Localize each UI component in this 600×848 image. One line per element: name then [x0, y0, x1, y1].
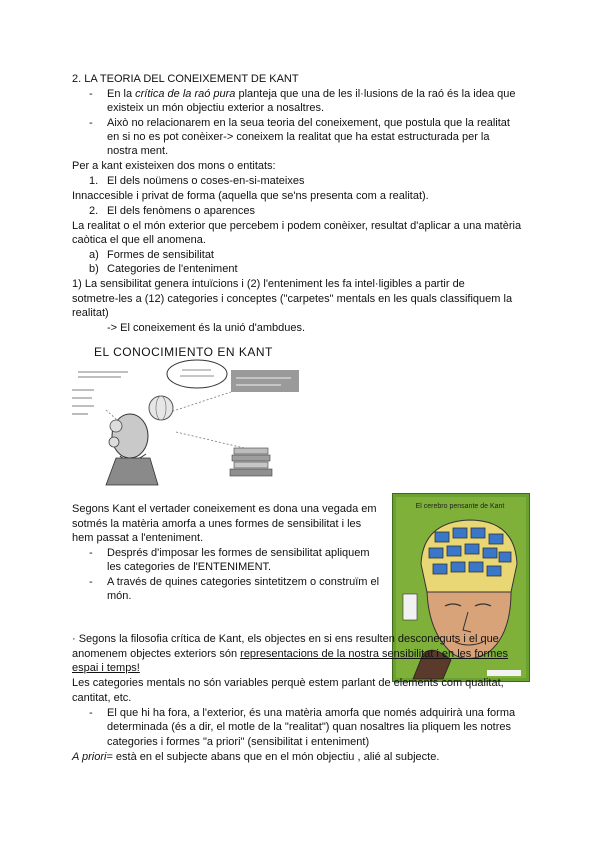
- bullet-amorphous-line2: determinada (és a dir, el motle de la "realitat") quan nosaltres lia pliquem les notres: [107, 721, 512, 733]
- a-priori-definition: A priori= està en el subjecte abans que en el món objectiu , alié al subjecte.: [72, 751, 440, 763]
- world2-description-line2: caòtica el que ell anomena.: [72, 234, 206, 246]
- paragraph-categories-line2: cantitat, etc.: [72, 692, 132, 704]
- kant-caricature-illustration: [66, 340, 311, 498]
- world1-label: El dels noümens o coses-en-si-mateixes: [107, 175, 305, 187]
- bullet-amorphous-line3: categories i formes "a priori" (sensibilitat i enteniment): [107, 736, 370, 748]
- paragraph-true-knowledge-line3: hem passat a l'enteniment.: [72, 532, 204, 544]
- diagram-title: EL CONOCIMIENTO EN KANT: [94, 345, 273, 359]
- world1-description: Innaccesible i privat de forma (aquella que se'ns presenta com a realitat).: [72, 190, 429, 202]
- world2-number: 2.: [89, 205, 99, 217]
- paragraph-categories-line1: Les categories mentals no són variables perquè estem parlant de elements com qualitat,: [72, 677, 504, 689]
- paragraph-sensibility-line3: realitat): [72, 307, 109, 319]
- sub-a-letter: a): [89, 249, 99, 261]
- paragraph-objects-line3: espai i temps!: [72, 662, 140, 674]
- bullet-synthesis-line2: món.: [107, 590, 132, 602]
- paragraph-objects-line2: anomenem objectes exteriors són representacions de la nostra sensibilitat i en les formes: [72, 648, 508, 660]
- bullet-theory-line1: Això no relacionarem en la seua teoria del coneixement, que postula que la realitat: [107, 117, 510, 129]
- sub-b-letter: b): [89, 263, 99, 275]
- world2-description-line1: La realitat o el món exterior que percebem i podem conèixer, resultat d'aplicar a una matèria: [72, 220, 522, 232]
- bullet-amorphous-line1: El que hi ha fora, a l'exterior, és una matèria amorfa que només adquirirà una forma: [107, 707, 516, 719]
- bullet-critique-line1: En la crítica de la raó pura planteja que una de les il·lusions de la raó és la idea que: [107, 88, 516, 100]
- paragraph-sensibility-line2: sotmetre-les a (12) categories i conceptes ("carpetes" mentals en les quals classifiquem la: [72, 293, 513, 305]
- bullet-categories-line2: les categories de l'ENTENIMENT.: [107, 561, 272, 573]
- paragraph-true-knowledge-line2: sotmés la matèria amorfa a unes formes de sensibilitat i les: [72, 518, 362, 530]
- conclusion-line: -> El coneixement és la unió d'ambdues.: [107, 322, 306, 334]
- sub-b-label: Categories de l'enteniment: [107, 263, 238, 275]
- section-title: 2. LA TEORIA DEL CONEIXEMENT DE KANT: [72, 73, 299, 85]
- bullet-critique-line2: existeix un món objectiu exterior a nosaltres.: [107, 102, 325, 114]
- kant-knowledge-diagram: [66, 340, 311, 498]
- paragraph-true-knowledge-line1: Segons Kant el vertader coneixement es dona una vegada em: [72, 503, 377, 515]
- cover-title: El cerebro pensante de Kant: [415, 503, 505, 510]
- bullet-theory-line2: en si no es pot conèixer-> coneixem la realitat que ha estat estructurada per la: [107, 131, 490, 143]
- bullet-categories-line1: Després d'imposar les formes de sensibilitat apliquem: [107, 547, 370, 559]
- world2-label: El dels fenòmens o aparences: [107, 205, 255, 217]
- worlds-intro: Per a kant existeixen dos mons o entitats:: [72, 160, 276, 172]
- paragraph-sensibility-line1: 1) La sensibilitat genera intuïcions i (2) l'enteniment les fa intel·ligibles a partir de: [72, 278, 465, 290]
- sub-a-label: Formes de sensibilitat: [107, 249, 214, 261]
- bullet-theory-line3: nostra ment.: [107, 145, 169, 157]
- paragraph-objects-line1: · Segons la filosofia crítica de Kant, els objectes en si ens resulten desconeguts i el que: [72, 633, 499, 645]
- world1-number: 1.: [89, 175, 99, 187]
- bullet-synthesis-line1: A través de quines categories sintetitzem o construïm el: [107, 576, 380, 588]
